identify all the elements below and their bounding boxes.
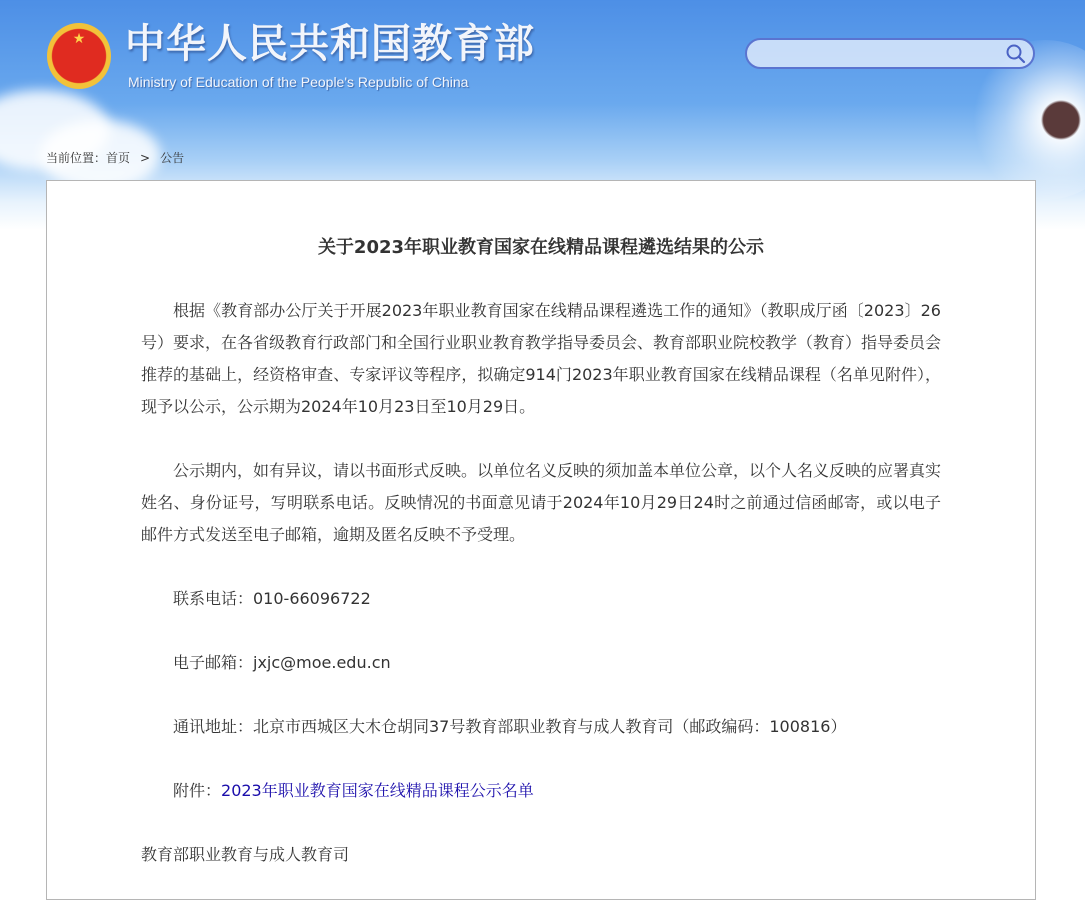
contact-email: 电子邮箱：jxjc@moe.edu.cn [173, 653, 391, 672]
breadcrumb-current[interactable]: 公告 [160, 151, 185, 165]
breadcrumb-prefix: 当前位置： [46, 151, 107, 165]
article-container [46, 180, 1036, 900]
article-body [141, 295, 941, 903]
attachment-label: 附件： [173, 781, 222, 800]
national-emblem-logo[interactable] [47, 23, 111, 89]
star-icon: ★ [72, 31, 86, 47]
contact-address: 通讯地址：北京市西城区大木仓胡同37号教育部职业教育与成人教育司（邮政编码：100816） [173, 717, 847, 736]
search-input[interactable] [759, 40, 999, 67]
article-paragraph: 公示期内，如有异议，请以书面形式反映。以单位名义反映的须加盖本单位公章，以个人名义反映的应署真实姓名、身份证号，写明联系电话。反映情况的书面意见请于2024年10月29日24时之前通过信函邮寄，或以电子邮件方式发送至电子邮箱，逾期及匿名反映不予受理。 [141, 461, 942, 544]
search-icon[interactable] [1005, 43, 1027, 65]
contact-phone: 联系电话：010-66096722 [173, 589, 371, 608]
site-name-cn[interactable]: 中华人民共和国教育部 [125, 21, 535, 67]
chevron-right-icon: > [140, 151, 151, 165]
article-title: 关于2023年职业教育国家在线精品课程遴选结果的公示 [317, 237, 765, 258]
attachment-link[interactable]: 2023年职业教育国家在线精品课程公示名单 [221, 781, 534, 800]
signature: 教育部职业教育与成人教育司 [141, 845, 350, 864]
article-paragraph: 根据《教育部办公厅关于开展2023年职业教育国家在线精品课程遴选工作的通知》（教职成厅函〔2023〕26号）要求，在各省级教育行政部门和全国行业职业教育教学指导委员会、教育部职业院校教学（教育）指导委员会推荐的基础上，经资格审查、专家评议等程序，拟确定914门2023年职业教育国家在线精品课程（名单见附件），现予以公示，公示期为2024年10月23日至10月29日。 [141, 301, 942, 416]
breadcrumb-home-link[interactable]: 首页 [106, 151, 131, 165]
attachment [141, 775, 941, 807]
site-name-en: Ministry of Education of the People's Republic of China [128, 74, 469, 90]
search-box[interactable] [745, 38, 1035, 69]
breadcrumb [46, 150, 184, 166]
